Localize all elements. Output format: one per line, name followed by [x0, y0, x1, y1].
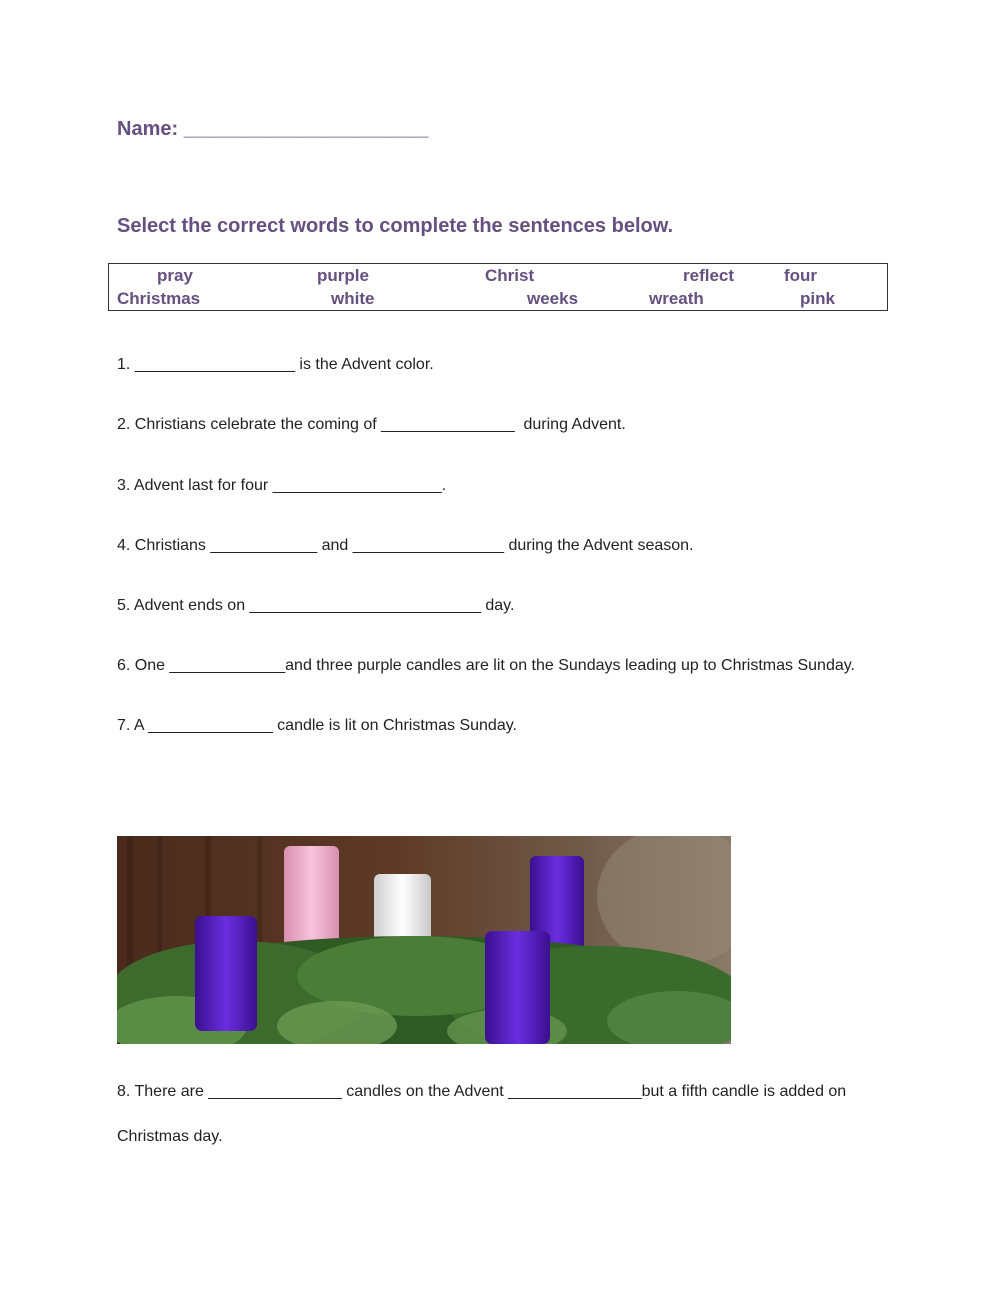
question-7: 7. A ______________ candle is lit on Christmas Sunday.: [117, 717, 517, 734]
word-bank-item: pray: [157, 266, 193, 285]
question-3: 3. Advent last for four ___________________.: [117, 477, 447, 494]
word-bank-item: reflect: [683, 266, 735, 285]
word-bank-item: wreath: [649, 289, 704, 308]
question-6: 6. One _____________and three purple candles are lit on the Sundays leading up to Christmas Sunday.: [117, 657, 855, 674]
instructions-heading: Select the correct words to complete the sentences below.: [117, 215, 674, 237]
advent-wreath-photo: [117, 836, 731, 1044]
purple-candle: [195, 916, 257, 1031]
question-5: 5. Advent ends on __________________________ day.: [117, 597, 515, 614]
word-bank-box: [108, 263, 888, 311]
word-bank-item: four: [784, 266, 818, 285]
word-bank-item: Christmas: [117, 289, 201, 308]
question-8-continued: Christmas day.: [117, 1128, 223, 1145]
name-field-label: Name: ______________________: [117, 118, 429, 140]
word-bank-item: weeks: [527, 289, 579, 308]
question-2: 2. Christians celebrate the coming of _______________ during Advent.: [117, 416, 626, 433]
word-bank-item: pink: [800, 289, 835, 308]
word-bank-item: purple: [317, 266, 369, 285]
word-bank-item: white: [331, 289, 375, 308]
question-1: 1. __________________ is the Advent color.: [117, 356, 434, 373]
purple-candle: [485, 931, 550, 1044]
question-4: 4. Christians ____________ and _________________ during the Advent season.: [117, 537, 694, 554]
question-8: 8. There are _______________ candles on the Advent _______________but a fifth candle is added on: [117, 1083, 847, 1100]
word-bank-item: Christ: [485, 266, 535, 285]
